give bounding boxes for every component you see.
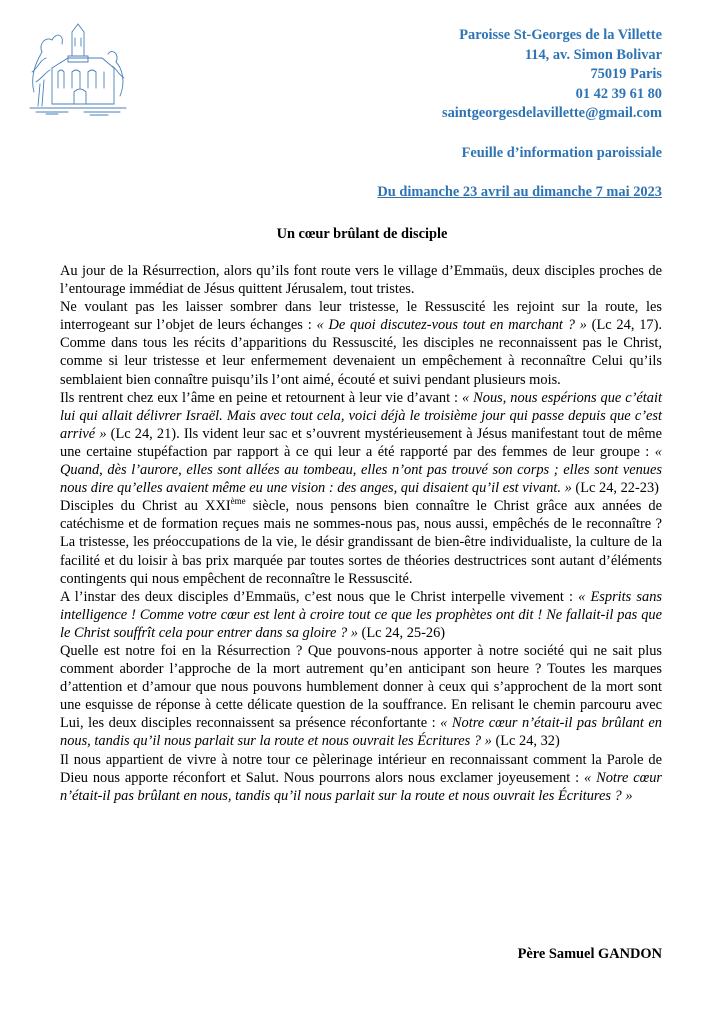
article-title: Un cœur brûlant de disciple xyxy=(276,226,448,242)
article-body xyxy=(60,262,662,805)
paragraph-text: Quelle est notre foi en la Résurrection ? Que pouvons-nous apporter à notre société qui ne sait plus comment aborder l’approche de la mort autrement qu’en anticipant son heure ? Toutes les marques d’attention et d’amour que nous pouvons humblement donner à ceux qui s’approchent de la mort sont une esquisse de réponse à cette délicate question de la souffrance. En relisant le chemin parcouru avec Lui, les deux disciples reconnaissent sa présence réconfortante : xyxy=(60,642,662,732)
paragraph-text: (Lc 24, 22-23) xyxy=(571,480,659,497)
scripture-quote: « Esprits sans intelligence ! Comme votre cœur est lent à croire tout ce que les prophètes ont dit ! Ne fallait-il pas que le Christ souffrît cela pour entrer dans sa gloire ? » xyxy=(60,588,662,641)
parish-address: 114, av. Simon Bolivar xyxy=(524,46,662,63)
scripture-quote: « Notre cœur n’était-il pas brûlant en nous, tandis qu’il nous parlait sur la route et nous ouvrait les Écritures ? » xyxy=(60,715,662,750)
paragraph-2 xyxy=(60,298,662,388)
parish-email[interactable]: saintgeorgesdelavillette@gmail.com xyxy=(442,105,662,121)
paragraph-4 xyxy=(60,497,662,587)
paragraph-text: Disciples du Christ au XXI xyxy=(60,498,231,515)
parish-city: 75019 Paris xyxy=(590,66,662,82)
parish-header xyxy=(377,26,662,203)
paragraph-text: A l’instar des deux disciples d’Emmaüs, c’est nous que le Christ interpelle vivement : xyxy=(60,588,579,605)
bulletin-dates: Du dimanche 23 avril au dimanche 7 mai 2023 xyxy=(377,184,662,200)
scripture-quote: « Notre cœur n’était-il pas brûlant en nous, tandis qu’il nous parlait sur la route et nous ouvrait les Écritures ? » xyxy=(60,769,663,804)
header-spacer xyxy=(377,124,662,144)
paragraph-1 xyxy=(60,262,662,298)
header-spacer xyxy=(377,163,662,183)
paragraph-text: siècle, nous pensons bien connaître le Christ grâce aux années de catéchisme et de formation reçues mais ne sommes-nous pas, nous aussi, empêchés de le reconnaître ? La tristesse, les préoccupations de la vie, le désir grandissant de bien-être individualiste, la culture de la facilité et du loisir à bas prix marquée par toutes sortes de théories destructrices sont autant d’éléments contingents qui nous empêchent de reconnaître le Ressuscité. xyxy=(60,498,662,587)
parish-name: Paroisse St-Georges de la Villette xyxy=(459,27,662,43)
paragraph-text: (Lc 24, 32) xyxy=(491,733,560,750)
paragraph-text: (Lc 24, 21). Ils vident leur sac et s’ouvrent mystérieusement à Jésus manifestant tout de même une certaine stupéfaction par rapport à ce qui leur a été rapporté par des femmes de leur groupe : xyxy=(60,425,662,460)
paragraph-text: Il nous appartient de vivre à notre tour ce pèlerinage intérieur en reconnaissant comment la Parole de Dieu nous apporte réconfort et Salut. Nous pourrons alors nous exclamer joyeusement : xyxy=(60,751,662,786)
paragraph-7 xyxy=(60,751,662,805)
paragraph-3 xyxy=(60,389,662,498)
church-sketch-icon xyxy=(28,22,128,118)
parish-phone[interactable]: 01 42 39 61 80 xyxy=(575,85,662,102)
scripture-quote: « Quand, dès l’aurore, elles sont allées au tombeau, elles n’ont pas trouvé son corps ; elles sont venues nous dire qu’elles avaient même eu une vision : des anges, qui disaient qu’il est vivant. » xyxy=(60,443,662,497)
paragraph-text: Ne voulant pas les laisser sombrer dans leur tristesse, le Ressuscité les rejoint sur la route, les interrogeant sur l’objet de leurs échanges : xyxy=(60,299,662,334)
paragraph-6 xyxy=(60,642,662,751)
superscript: ème xyxy=(230,496,246,507)
author-signature: Père Samuel GANDON xyxy=(517,946,662,962)
scripture-quote: « De quoi discutez-vous tout en marchant ? » xyxy=(316,317,587,334)
paragraph-text: Au jour de la Résurrection, alors qu’ils font route vers le village d’Emmaüs, deux disciples proches de l’entourage immédiat de Jésus quittent Jérusalem, tout tristes. xyxy=(60,263,662,298)
bulletin-label: Feuille d’information paroissiale xyxy=(461,144,662,161)
paragraph-text: Ils rentrent chez eux l’âme en peine et retournent à leur vie d’avant : xyxy=(60,389,463,406)
paragraph-5 xyxy=(60,588,662,642)
scripture-quote: « Nous, nous espérions que c’était lui qui allait délivrer Israël. Mais avec tout cela, voici déjà le troisième jour qui passe depuis que c’est arrivé » xyxy=(60,389,662,442)
church-logo xyxy=(28,22,128,118)
paragraph-text: (Lc 24, 25-26) xyxy=(357,624,446,641)
paragraph-text: (Lc 24, 17). Comme dans tous les récits d’apparitions du Ressuscité, les disciples ne reconnaissent pas le Christ, comme si leur tristesse et leur enfermement devenaient un empêchement à reconnaître Celui qu’ils semblaient bien connaître puisqu’ils l’ont aimé, écouté et suivi pendant plusieurs mois. xyxy=(60,317,662,388)
